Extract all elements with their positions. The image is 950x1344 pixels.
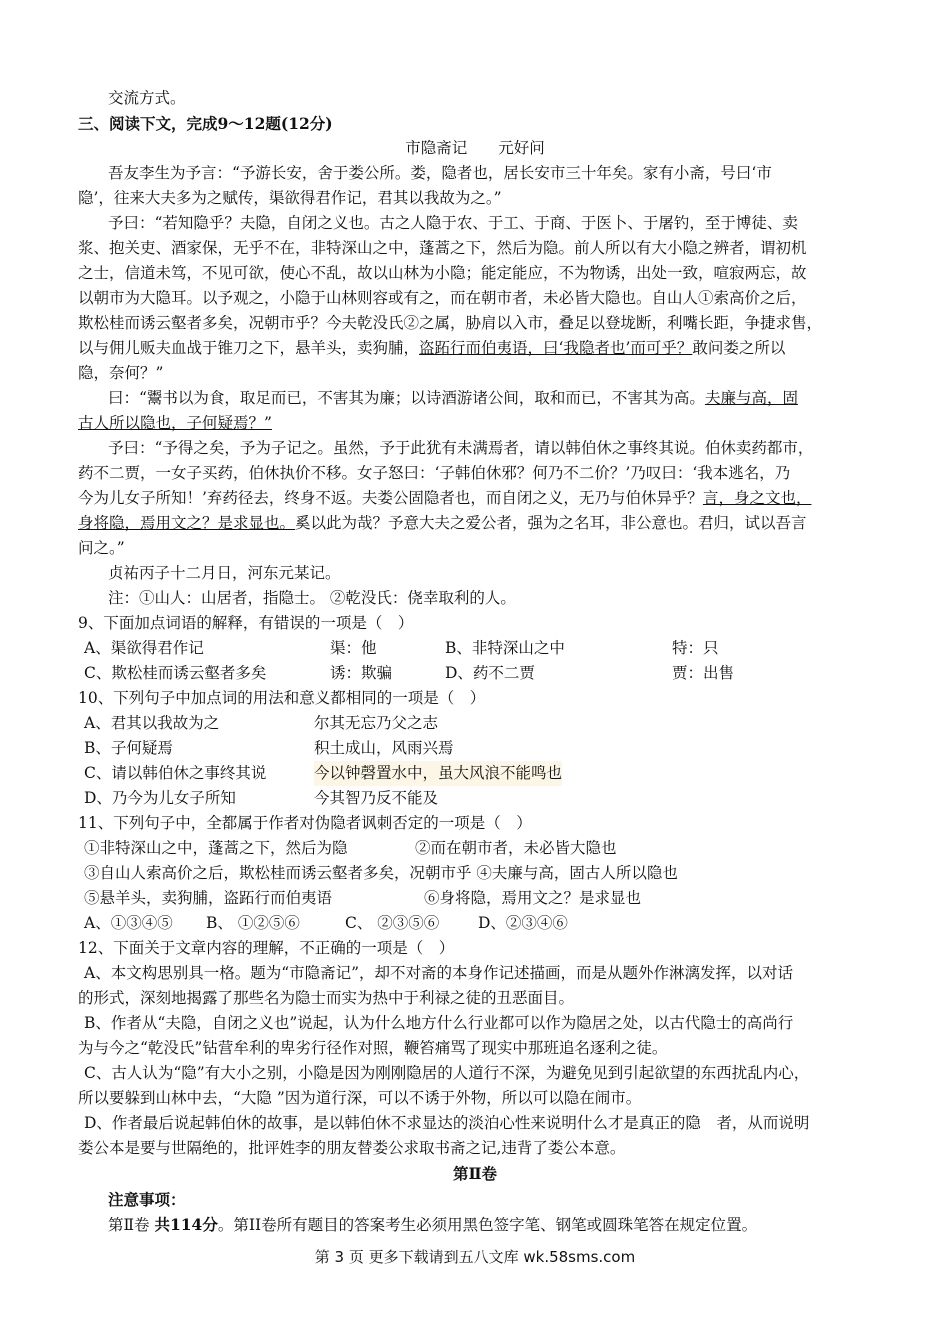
option-12c: C、古人认为“隐”有大小之别，小隐是因为刚刚隐居的人道行不深，为避免见到引起欲望的东西扰乱内心， (84, 1064, 810, 1082)
question-12: 12、下面关于文章内容的理解，不正确的一项是（ ） (78, 939, 455, 957)
footnote: 注：①山人：山居者，指隐士。 ②乾没氏：侥幸取利的人。 (108, 589, 516, 607)
text-line: 贞祐丙子十二月日，河东元某记。 (108, 564, 341, 582)
option-10a-left: A、君其以我故为之 (84, 714, 220, 732)
gloss-9d: 贾：出售 (672, 664, 735, 682)
text-line: 以朝市为大隐耳。以予观之，小隐于山林则容或有之，而在朝市者，未必皆大隐也。自山人①索高价之后， (78, 289, 807, 307)
text-line (78, 336, 878, 361)
notice-heading: 注意事项： (108, 1190, 186, 1209)
option-10a-right: 尔其无忘乃父之志 (314, 714, 439, 732)
text-line (78, 511, 878, 536)
text-segment: 以与佣儿贩夫血战于锥刀之下，悬羊头，卖狗脯， (78, 339, 420, 357)
text-segment: 。第II卷所有题目的答案考生必须用黑色签字笔、钢笔或圆珠笔答在规定位置。 (217, 1216, 758, 1234)
text-segment: 今为儿女子所知！’弃药径去，终身不返。夫娄公固隐者也，而自闭之义，无乃与伯休异乎？ (78, 489, 703, 507)
text-line: 隐，奈何？” (78, 364, 164, 382)
underlined-sentence: 夫廉与高，固 (704, 389, 798, 407)
underlined-sentence: 言，身之文也， (702, 489, 812, 507)
text-line: 问之。” (78, 539, 125, 557)
option-10b-left: B、子何疑焉 (84, 739, 173, 757)
text-line: 吾友李生为予言：“予游长安，舍于娄公所。娄，隐者也，居长安市三十年矣。家有小斋，号曰‘市 (108, 164, 772, 182)
text-segment: 第Ⅱ卷 (108, 1216, 155, 1234)
option-10c-right: 今以钟磬置水中，虽大风浪不能鸣也 (314, 761, 562, 786)
text-line: 交流方式。 (108, 89, 186, 107)
text-line: 欺松桂而诱云壑者多矣，况朝市乎？今夫乾没氏②之属，胁肩以入市，叠足以登垅断，利嘴长距，争捷求售， (78, 314, 823, 332)
statement-2: ②而在朝市者，未必皆大隐也 (415, 839, 617, 857)
statement-3-4: ③自山人索高价之后，欺松桂而诱云壑者多矣，况朝市乎 ④夫廉与高，固古人所以隐也 (84, 864, 678, 882)
text-line: 隐’，往来大夫多为之赋传，渠欲得君作记，君其以我故为之。” (78, 189, 502, 207)
option-10d-right: 今其智乃反不能及 (314, 789, 439, 807)
text-line (108, 386, 908, 411)
question-11: 11、下列句子中，全都属于作者对伪隐者讽刺否定的一项是（ ） (78, 814, 532, 832)
option-9d: D、药不二贾 (445, 664, 535, 682)
option-12a-cont: 的形式，深刻地揭露了那些名为隐士而实为热中于利禄之徒的丑恶面目。 (78, 989, 575, 1007)
question-9: 9、下面加点词语的解释，有错误的一项是（ ） (78, 614, 414, 632)
passage-title: 市隐斋记 元好问 (405, 139, 545, 157)
text-line: 药不二贾，一女子买药，伯休执价不移。女子怒曰：‘子韩伯休邪？何乃不二价？’乃叹曰：‘我本逃名，乃 (78, 464, 791, 482)
statement-5: ⑤悬羊头，卖狗脯，盗跖行而伯夷语 (84, 889, 333, 907)
statement-1: ①非特深山之中，蓬蒿之下，然后为隐 (84, 839, 348, 857)
gloss-9b: 特：只 (672, 639, 719, 657)
notice-text (108, 1212, 908, 1238)
option-12b: B、作者从“夫隐，自闭之义也”说起，认为什么地方什么行业都可以作为隐居之处，以古代隐士的高尚行 (84, 1014, 794, 1032)
text-line: 予曰：“若知隐乎？夫隐，自闭之义也。古之人隐于农、于工、于商、于医卜、于屠钓，至于博徒、卖 (108, 214, 798, 232)
text-line: 浆、抱关吏、酒家保，无乎不在，非特深山之中，蓬蒿之下，然后为隐。前人所以有大小隐之辨者，谓初机 (78, 239, 807, 257)
score-total: 共114分 (154, 1215, 218, 1234)
text-segment: 奚以此为哉？予意大夫之爱公者，强为之名耳，非公意也。君归，试以吾言 (295, 514, 807, 532)
underlined-sentence: 身将隐，焉用文之？是求显也。 (78, 514, 296, 532)
option-10d-left: D、乃今为儿女子所知 (84, 789, 236, 807)
option-9c: C、欺松桂而诱云壑者多矣 (84, 664, 267, 682)
gloss-9a: 渠：他 (330, 639, 377, 657)
option-12b-cont: 为与今之“乾没氏”钻营牟利的卑劣行径作对照，鞭笞痛骂了现实中那班追名逐利之徒。 (78, 1039, 668, 1057)
option-9a: A、渠欲得君作记 (84, 639, 204, 657)
statement-6: ⑥身将隐，焉用文之？是求显也 (424, 889, 642, 907)
text-segment: 敢问娄之所以 (692, 339, 786, 357)
text-line (78, 486, 878, 511)
page-footer: 第 3 页 更多下载请到五八文库 wk.58sms.com (314, 1248, 636, 1266)
choice-11a: A、①③④⑤ (84, 914, 173, 932)
section-heading: 三、阅读下文，完成9～12题(12分) (78, 114, 333, 133)
option-10c-left: C、请以韩伯休之事终其说 (84, 764, 267, 782)
underlined-sentence: 盗跖行而伯夷语，曰‘我隐者也’而可乎？ (419, 339, 693, 357)
option-10b-right: 积土成山，风雨兴焉 (314, 739, 454, 757)
text-line: 之士，信道未笃，不见可欲，使心不乱，故以山林为小隐；能定能应，不为物诱，出处一致，喧寂两忘，故 (78, 264, 807, 282)
underlined-sentence: 古人所以隐也，子何疑焉？” (78, 414, 272, 432)
option-12d-cont: 娄公本是要与世隔绝的，批评姓李的朋友替娄公求取书斋之记,违背了娄公本意。 (78, 1139, 626, 1157)
choice-11b: B、 ①②⑤⑥ (206, 914, 300, 932)
text-line: 予曰：“予得之矣，予为子记之。虽然，予于此犹有未满焉者，请以韩伯休之事终其说。伯休卖药都市， (108, 439, 814, 457)
gloss-9c: 诱：欺骗 (330, 664, 393, 682)
option-12d: D、作者最后说起韩伯休的故事，是以韩伯休不求显达的淡泊心性来说明什么才是真正的隐 者，从而说明 (84, 1114, 810, 1132)
option-9b: B、非特深山之中 (445, 639, 565, 657)
choice-11c: C、 ②③⑤⑥ (345, 914, 440, 932)
text-segment: 曰：“鬻书以为食，取足而已，不害其为廉；以诗酒游诸公间，取和而已，不害其为高。 (108, 389, 705, 407)
question-10: 10、下列句子中加点词的用法和意义都相同的一项是（ ） (78, 689, 486, 707)
option-12c-cont: 所以要躲到山林中去，“大隐 ”因为道行深，可以不诱于外物，所以可以隐在闹市。 (78, 1089, 642, 1107)
option-12a: A、本文构思别具一格。题为“市隐斋记”，却不对斋的本身作记述描画，而是从题外作淋漓发挥，以对话 (84, 964, 794, 982)
choice-11d: D、②③④⑥ (478, 914, 568, 932)
volume-heading: 第Ⅱ卷 (452, 1164, 498, 1183)
